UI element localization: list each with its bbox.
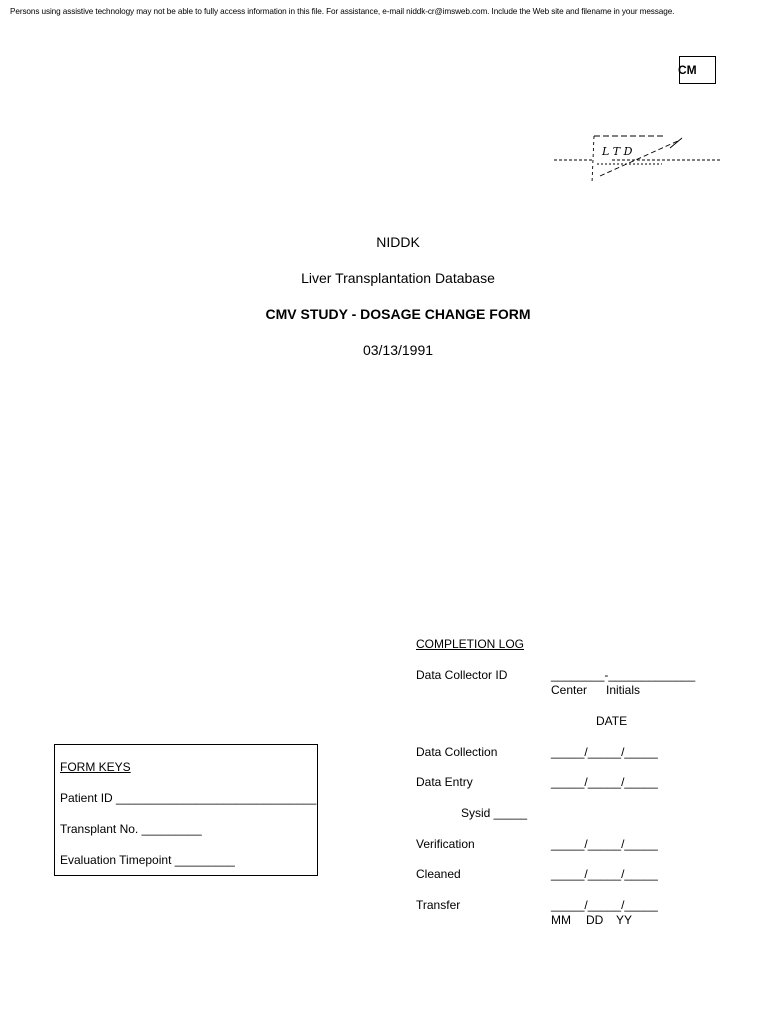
cleaned-label: Cleaned bbox=[416, 867, 461, 881]
form-title: CMV STUDY - DOSAGE CHANGE FORM bbox=[265, 306, 531, 322]
verification-label: Verification bbox=[416, 837, 475, 851]
form-date: 03/13/1991 bbox=[362, 342, 434, 358]
verification-date-field[interactable]: _____/_____/_____ bbox=[551, 837, 658, 851]
yy-label: YY bbox=[616, 913, 633, 927]
database-title: Liver Transplantation Database bbox=[301, 270, 495, 286]
date-header: DATE bbox=[596, 714, 628, 728]
form-code-box bbox=[679, 56, 716, 84]
data-entry-label: Data Entry bbox=[416, 775, 473, 789]
sysid-field[interactable]: Sysid _____ bbox=[461, 806, 528, 820]
stamp-text: L T D bbox=[602, 145, 633, 158]
data-collection-label: Data Collection bbox=[416, 745, 498, 759]
data-collection-date-field[interactable]: _____/_____/_____ bbox=[551, 745, 658, 759]
cleaned-date-field[interactable]: _____/_____/_____ bbox=[551, 867, 658, 881]
transfer-date-field[interactable]: _____/_____/_____ bbox=[551, 898, 658, 912]
form-keys-title: FORM KEYS bbox=[60, 760, 131, 774]
accessibility-notice: Persons using assistive technology may not be able to fully access information in this file. For assistance, e-mail niddk-cr@imsweb.com. Include the Web site and filename in your message. bbox=[10, 7, 675, 16]
transfer-label: Transfer bbox=[416, 898, 461, 912]
mm-label: MM bbox=[551, 913, 571, 927]
evaluation-timepoint-field[interactable]: Evaluation Timepoint _________ bbox=[60, 853, 235, 867]
center-label: Center bbox=[551, 683, 588, 697]
dd-label: DD bbox=[586, 913, 604, 927]
ltd-stamp-graphic bbox=[552, 128, 724, 188]
patient-id-field[interactable]: Patient ID ______________________________ bbox=[60, 791, 317, 805]
completion-log-title: COMPLETION LOG bbox=[416, 637, 525, 651]
transplant-no-field[interactable]: Transplant No. _________ bbox=[60, 822, 202, 836]
data-entry-date-field[interactable]: _____/_____/_____ bbox=[551, 775, 658, 789]
data-collector-field[interactable]: ________-_____________ bbox=[551, 668, 696, 682]
org-title: NIDDK bbox=[376, 234, 420, 250]
initials-label: Initials bbox=[606, 683, 641, 697]
data-collector-label: Data Collector ID bbox=[416, 668, 508, 682]
form-code: CM bbox=[678, 63, 697, 77]
